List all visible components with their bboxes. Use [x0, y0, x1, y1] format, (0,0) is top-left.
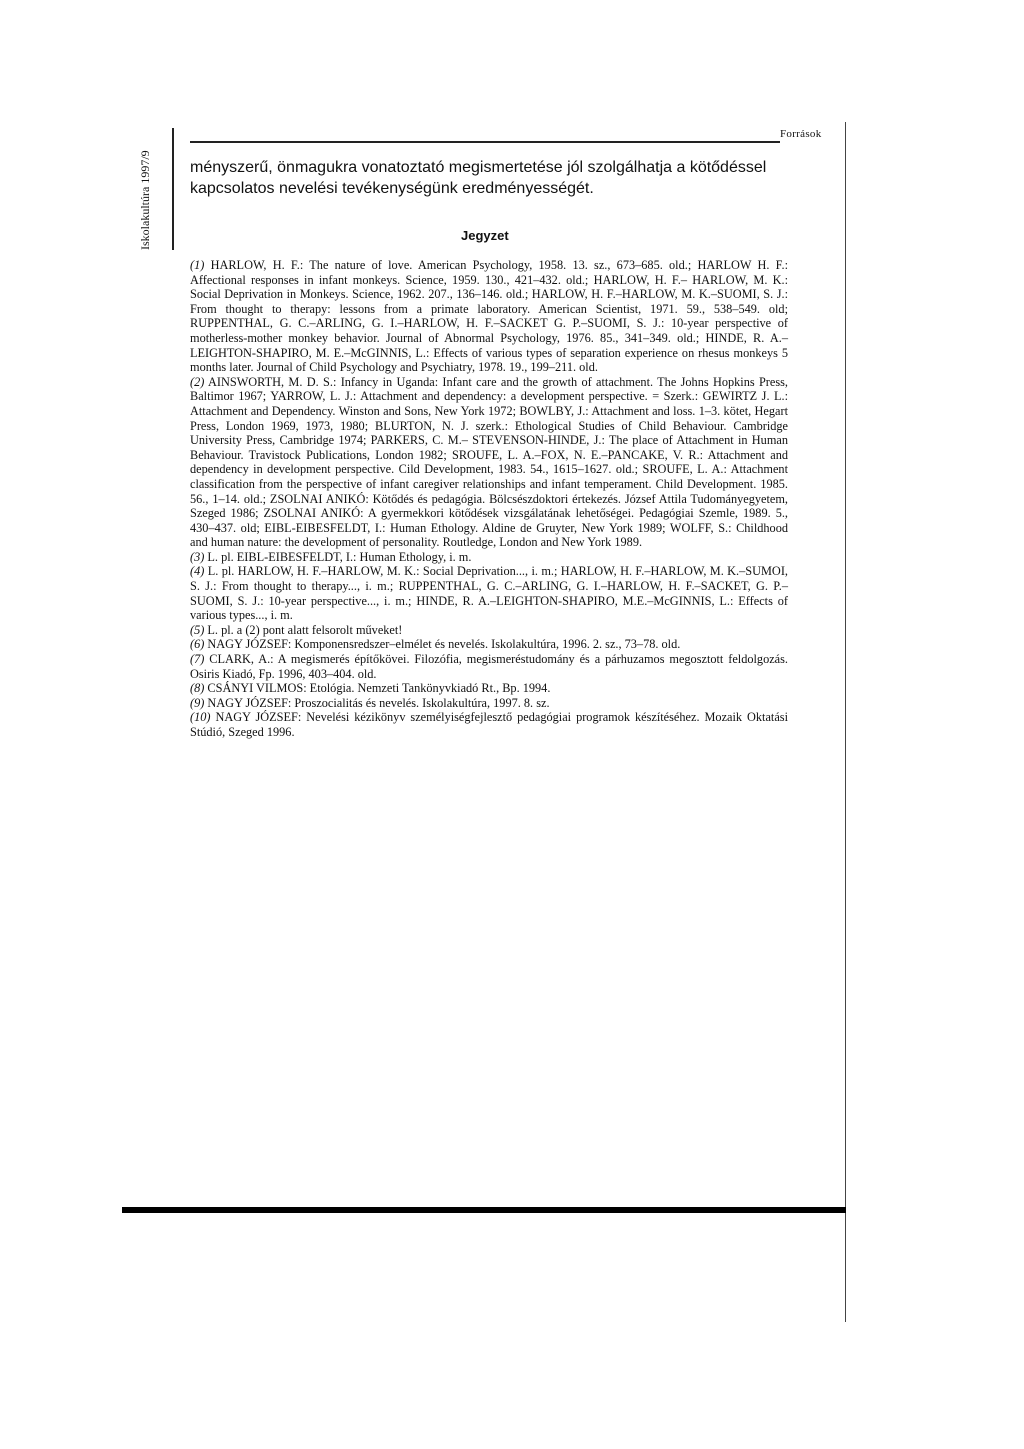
note-text: L. pl. HARLOW, H. F.–HARLOW, M. K.: Social Deprivation..., i. m.; HARLOW, H. F.–HARLOW, M. K.–SUMOI, S. J.: From thought to therapy..., i. m.; RUPPENTHAL, G. C.–ARLING, G. I.–HARLOW, H. F.–SACKET, G. P.–SUOMI, S. J.: 10-year perspective..., i. m.; HINDE, R. A.–LEIGHTON-SHAPIRO, M.E.–McGINNIS, L.: Effects of various types..., i. m. — [190, 564, 788, 623]
notes-list — [190, 258, 788, 740]
note-text: L. pl. EIBL-EIBESFELDT, I.: Human Ethology, i. m. — [207, 549, 472, 564]
note-number: (4) — [190, 564, 205, 579]
right-rule — [845, 122, 846, 1322]
note-text: CSÁNYI VILMOS: Etológia. Nemzeti Tankönyvkiadó Rt., Bp. 1994. — [207, 681, 551, 696]
top-rule — [190, 141, 780, 143]
note-number: (6) — [190, 637, 205, 652]
note-number: (1) — [190, 258, 205, 272]
note-3 — [190, 550, 788, 565]
note-text: NAGY JÓZSEF: Nevelési kézikönyv személyiségfejlesztő pedagógiai programok készítéséhez. Mozaik Oktatási Stúdió, Szeged 1996. — [190, 710, 788, 739]
note-number: (5) — [190, 622, 205, 637]
note-number: (10) — [190, 710, 211, 725]
note-number: (2) — [190, 374, 205, 389]
section-label: Források — [780, 128, 822, 140]
note-5 — [190, 623, 788, 638]
note-9 — [190, 696, 788, 711]
note-6 — [190, 637, 788, 652]
side-rule — [172, 128, 174, 250]
note-number: (7) — [190, 652, 205, 667]
notes-heading: Jegyzet — [461, 228, 509, 243]
note-number: (9) — [190, 695, 205, 710]
note-text: HARLOW, H. F.: The nature of love. American Psychology, 1958. 13. sz., 673–685. old.; HARLOW H. F.: Affectional responses in infant monkeys. Science, 1959. 130., 421–432. old.; HARLOW, H. F.– HARLOW, M. K.: Social Deprivation in Monkeys. Science, 1962. 207., 136–146. old.; HARLOW, H. F.–HARLOW, M. K.–SUOMI, S. J.: From thought to therapy: lessons from a primate laboratory. American Scientist, 1971. 59., 538–549. old; RUPPENTHAL, G. C.–ARLING, G. I.–HARLOW, H. F.–SACKET G. P.–SUOMI, S. J.: 10-year perspective of motherless-mother monkey behavior. Journal of Abnormal Psychology, 1976. 85., 341–349. old.; HINDE, R. A.–LEIGHTON-SHAPIRO, M. E.–McGINNIS, L.: Effects of various types of separation experience on rhesus monkeys 5 months later. Journal of Child Psychology and Psychiatry, 1978. 19., 199–211. old. — [190, 258, 788, 375]
note-text: AINSWORTH, M. D. S.: Infancy in Uganda: Infant care and the growth of attachment. The Johns Hopkins Press, Baltimor 1967; YARROW, L. J.: Attachment and dependency: a development perspective. = Szerk.: GEWIRTZ J. L.: Attachment and Dependency. Winston and Sons, New York 1972; BOWLBY, J.: Attachment and loss. 1–3. kötet, Hegart Press, London 1969, 1973, 1980; BLURTON, N. J. szerk.: Ethological Studies of Child Behaviour. Cambridge University Press, Cambridge 1974; PARKERS, C. M.– STEVENSON-HINDE, J.: The place of Attachment in Human Behaviour. Travistock Publications, London 1982; SROUFE, L. A.–FOX, N. E.–PANCAKE, V. R.: Attachment and dependency in development perspective. Cild Development, 1983. 54., 1615–1627. old.; SROUFE, L. A.: Attachment classification from the perspective of infant caregiver relationships and infant temperament. Child Development. 1985. 56., 1–14. old.; ZSOLNAI ANIKÓ: Kötődés és pedagógia. Bölcsészdoktori értekezés. József Attila Tudományegyetem, Szeged 1986; ZSOLNAI ANIKÓ: A gyermekkori kötődések vizsgálatának lehetőségei. Pedagógiai Szemle, 1989. 5., 430–437. old; EIBL-EIBESFELDT, I.: Human Ethology. Aldine de Gruyter, New York 1989; WOLFF, S.: Childhood and human nature: the development of personality. Routledge, London and New York 1989. — [190, 374, 788, 550]
journal-label: Iskolakultúra 1997/9 — [138, 150, 152, 250]
note-7 — [190, 652, 788, 681]
note-number: (3) — [190, 549, 205, 564]
bottom-bar — [122, 1207, 846, 1213]
note-text: CLARK, A.: A megismerés építőkövei. Filozófia, megismeréstudomány és a párhuzamos megosztott feldolgozás. Osiris Kiadó, Fp. 1996, 403–404. old. — [190, 652, 789, 681]
note-text: NAGY JÓZSEF: Komponensredszer–elmélet és nevelés. Iskolakultúra, 1996. 2. sz., 73–78. old. — [207, 637, 681, 652]
note-text: L. pl. a (2) pont alatt felsorolt műveket! — [207, 622, 403, 637]
intro-paragraph: ményszerű, önmagukra vonatoztató megismertetése jól szolgálhatja a kötődéssel kapcsolatos nevelési tevékenységünk eredményességét. — [190, 159, 767, 197]
note-text: NAGY JÓZSEF: Proszocialitás és nevelés. Iskolakultúra, 1997. 8. sz. — [207, 695, 550, 710]
note-2 — [190, 375, 788, 550]
note-10 — [190, 710, 788, 739]
note-number: (8) — [190, 681, 205, 696]
note-8 — [190, 681, 788, 696]
note-1 — [190, 258, 788, 375]
note-4 — [190, 564, 788, 622]
